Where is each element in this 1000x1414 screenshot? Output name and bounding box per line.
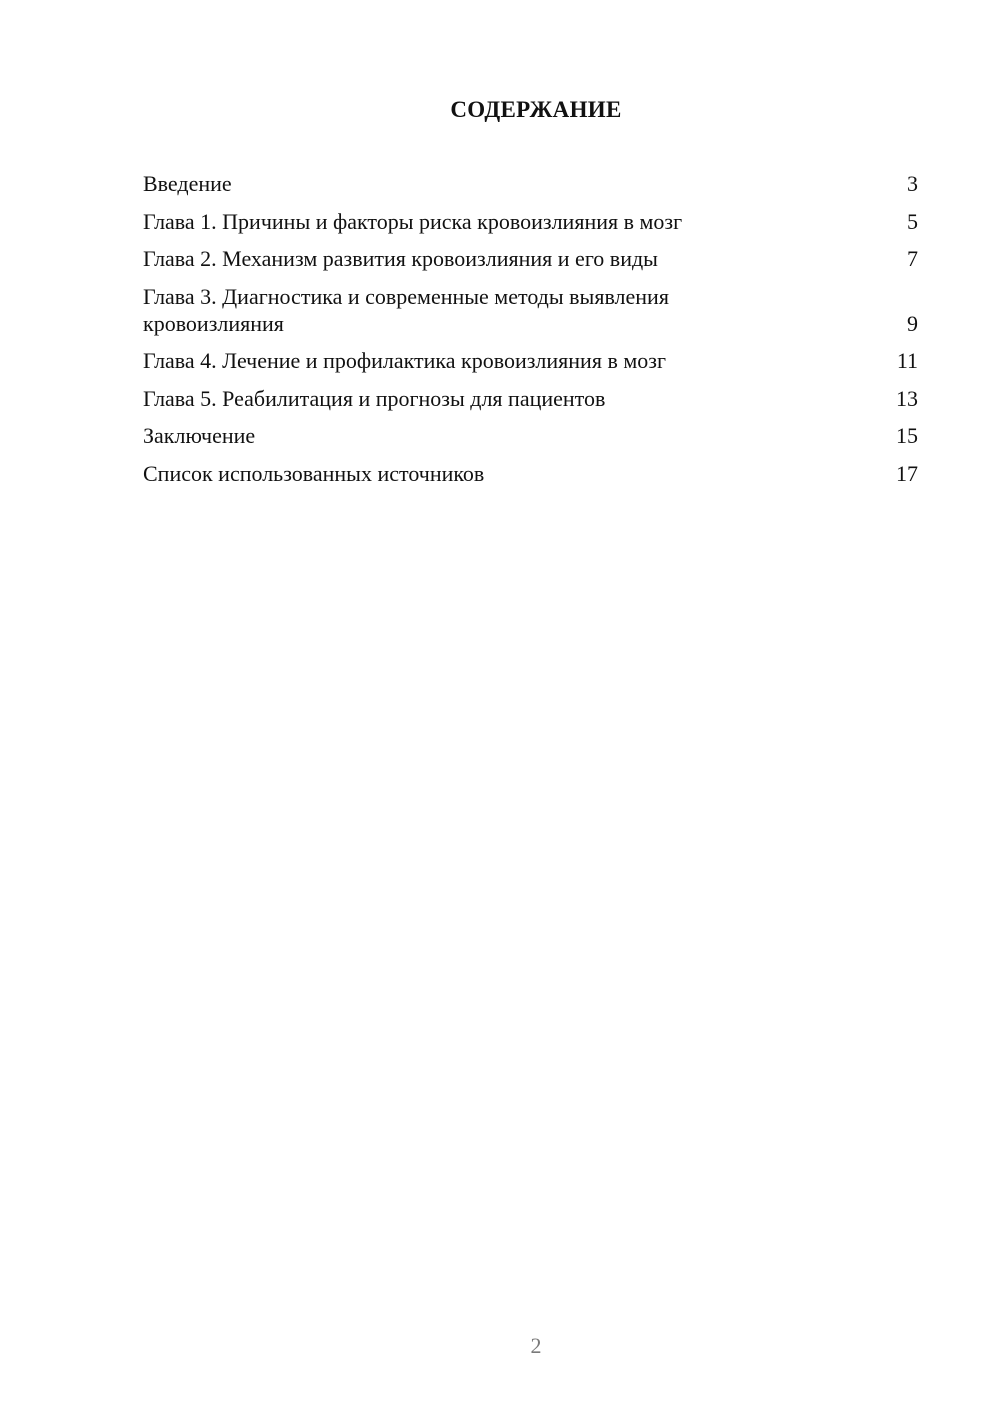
toc-entry-introduction [143,170,918,197]
toc-entry-references [143,460,918,487]
toc-entry-label: Глава 3. Диагностика и современные методы выявления кровоизлияния [143,283,669,336]
toc-entry-label: Список использованных источников [143,460,485,486]
toc-entry-label: Глава 4. Лечение и профилактика кровоизлияния в мозг [143,348,666,373]
toc-entry-conclusion [143,422,918,449]
page-number: 2 [530,1333,542,1358]
toc-entry-chapter-4 [143,347,918,374]
toc-entry-page: 17 [896,460,918,486]
toc-entry-page: 11 [896,348,918,373]
table-of-contents [143,170,918,497]
toc-entry-label: Глава 1. Причины и факторы риска кровоизлияния в мозг [143,208,683,234]
toc-entry-page: 13 [896,385,918,411]
toc-entry-label: Заключение [143,423,256,448]
toc-entry-label: Глава 5. Реабилитация и прогнозы для пациентов [143,385,606,411]
toc-entry-page: 5 [907,208,918,234]
toc-entry-chapter-1 [143,208,918,235]
toc-entry-page: 3 [907,171,918,196]
toc-title: СОДЕРЖАНИЕ [450,97,622,122]
toc-entry-chapter-5 [143,385,918,412]
toc-entry-label: Введение [143,171,232,196]
toc-entry-label: Глава 2. Механизм развития кровоизлияния и его виды [143,246,658,271]
toc-entry-chapter-3 [143,283,918,337]
toc-entry-page: 15 [896,423,918,448]
toc-entry-chapter-2 [143,245,918,272]
toc-entry-page: 9 [907,310,918,336]
toc-entry-page: 7 [907,246,918,271]
